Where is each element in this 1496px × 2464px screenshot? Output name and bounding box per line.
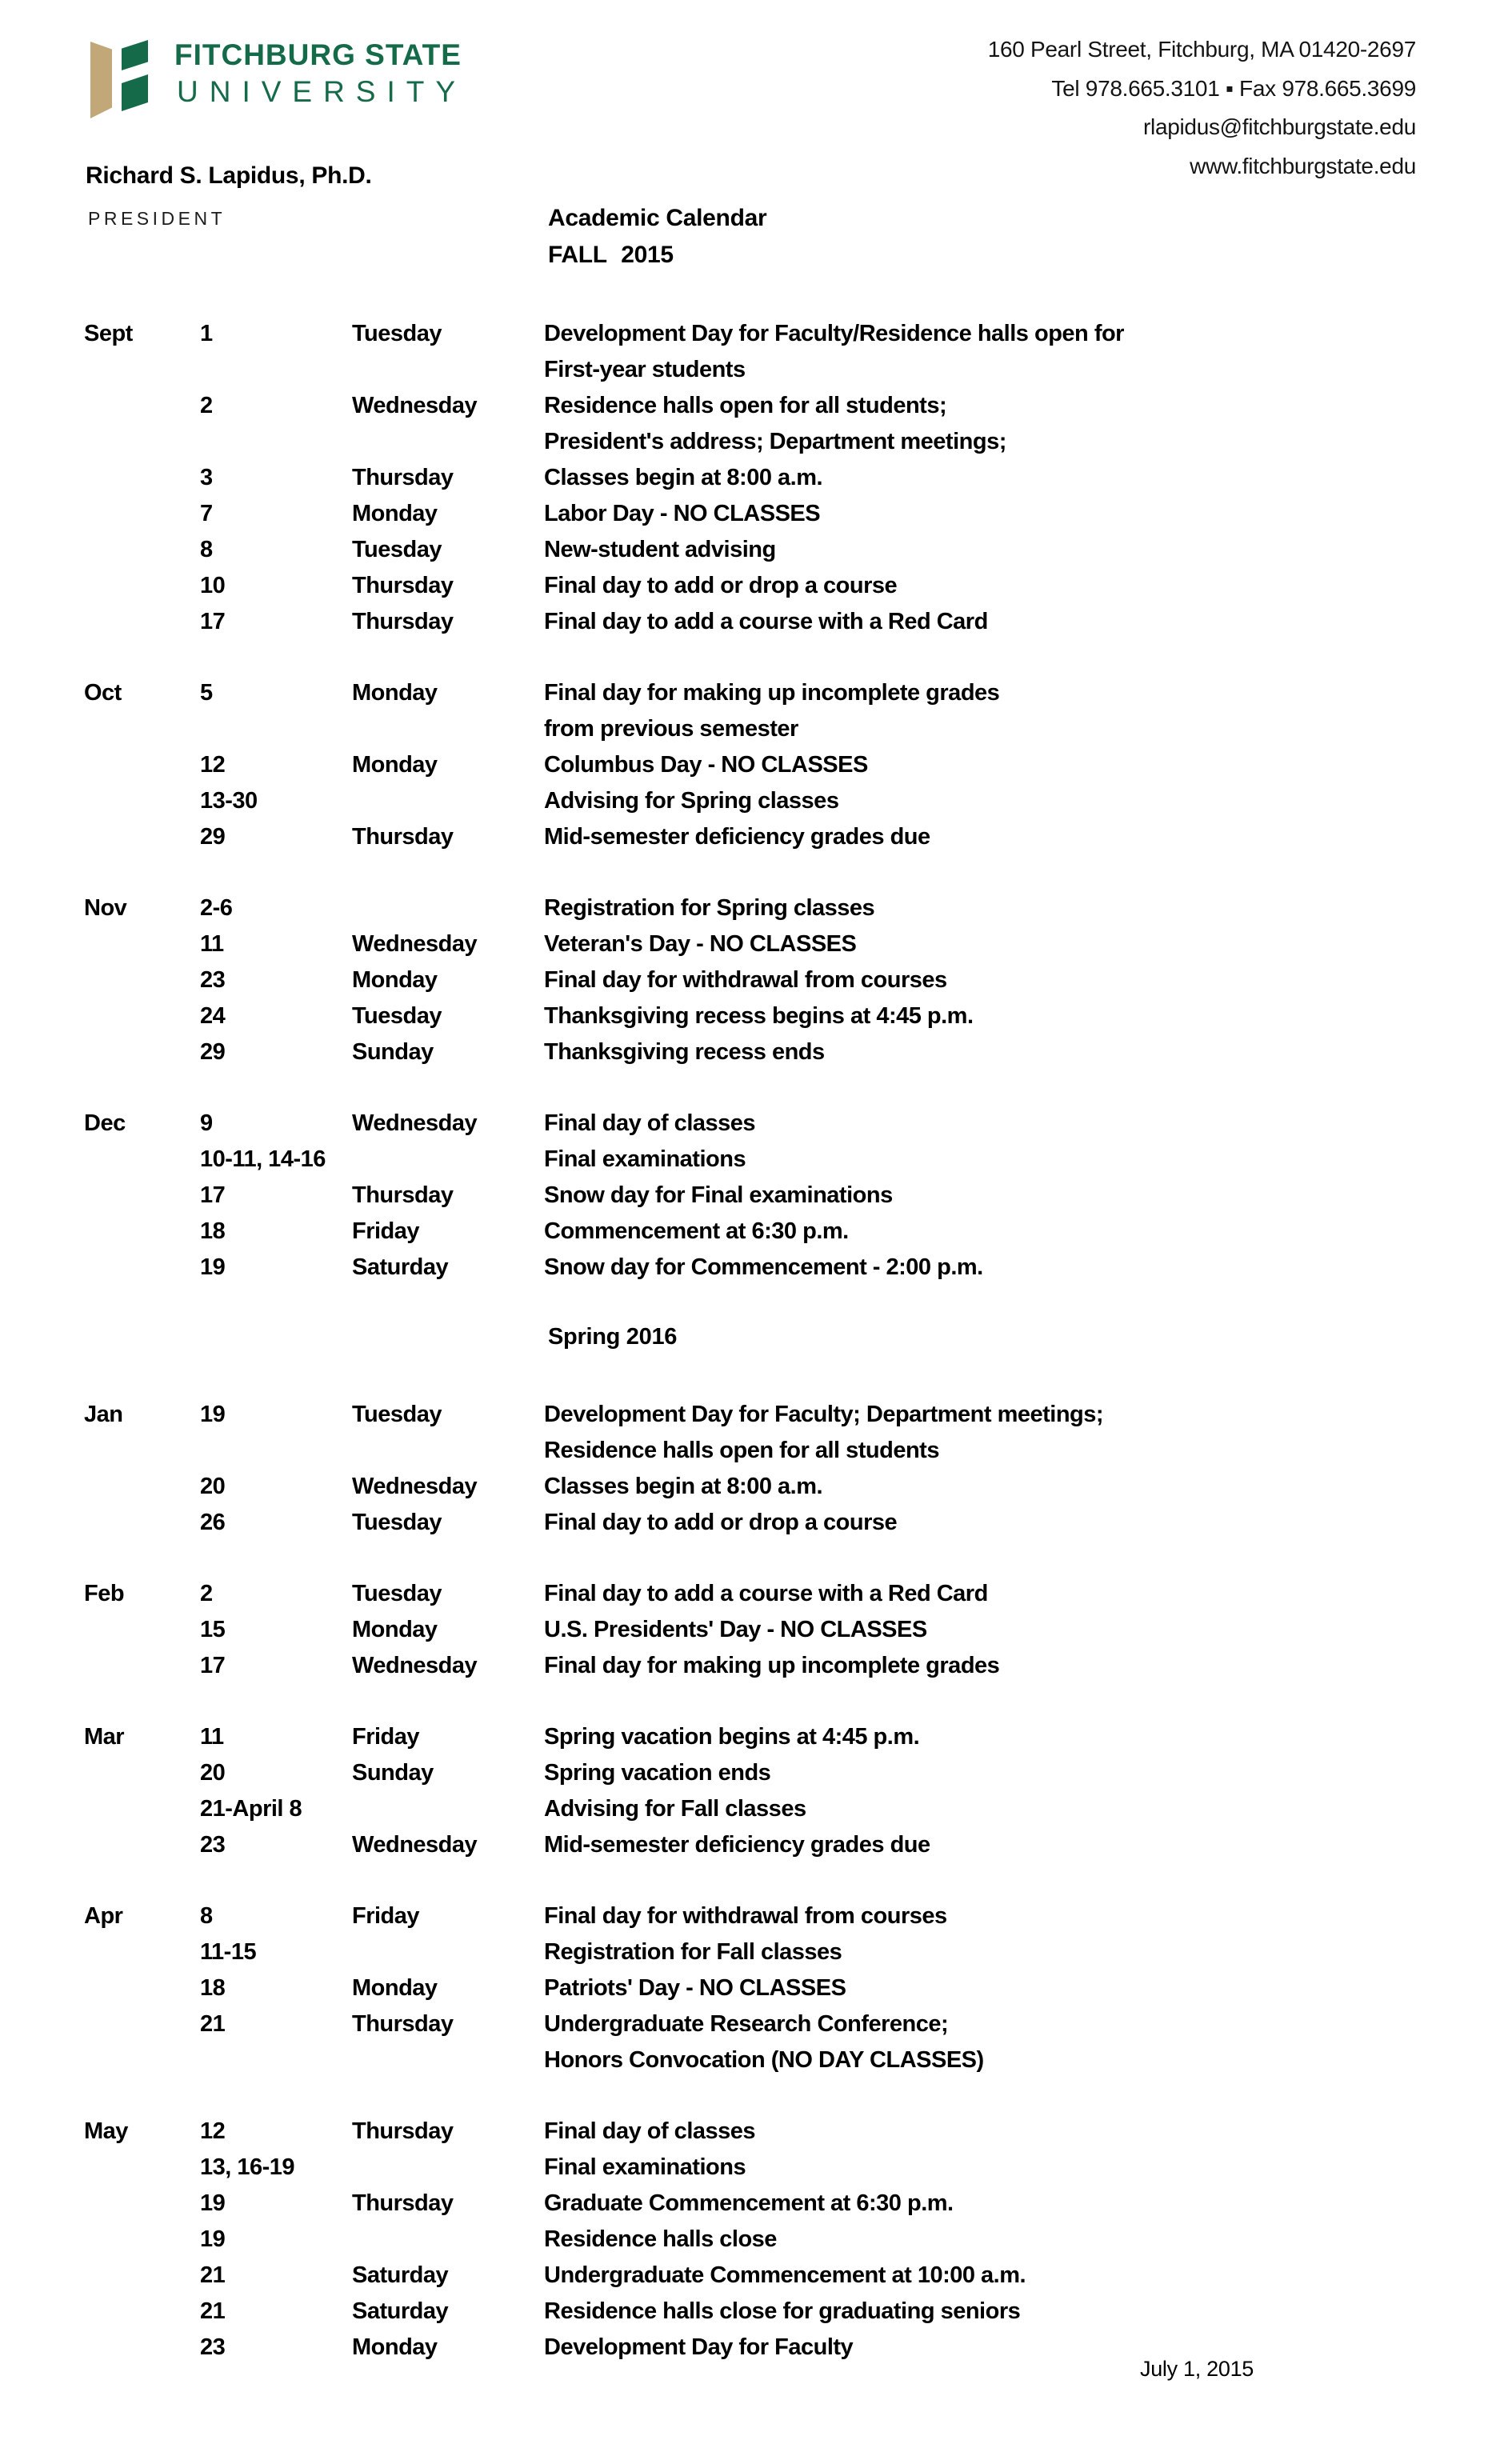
day-cell: Thursday [352, 824, 454, 850]
month-cell: Mar [84, 1724, 125, 1750]
academic-calendar [84, 316, 1254, 2366]
month-cell [84, 1505, 200, 1541]
event-cell: Development Day for Faculty; Department meetings; [544, 1402, 1104, 1427]
date-cell: 11 [200, 1724, 224, 1750]
date-cell: 18 [200, 1975, 226, 2001]
calendar-row [84, 1970, 1254, 2006]
day-cell: Wednesday [352, 1832, 478, 1858]
month-cell [84, 496, 200, 532]
date-cell: 2-6 [200, 895, 233, 921]
month-cell: Dec [84, 1110, 126, 1136]
date-cell: 17 [200, 1653, 226, 1678]
event-cell: from previous semester [544, 716, 798, 742]
fall-semester-section [84, 316, 1254, 1286]
date-cell: 5 [200, 680, 213, 706]
event-cell: Classes begin at 8:00 a.m. [544, 1474, 823, 1499]
date-cell: 20 [200, 1760, 226, 1786]
event-cell: Spring vacation ends [544, 1760, 771, 1786]
calendar-row [84, 2294, 1254, 2330]
day-cell: Monday [352, 2334, 438, 2360]
day-cell: Thursday [352, 2190, 454, 2216]
date-cell: 20 [200, 1474, 226, 1499]
event-cell: Thanksgiving recess ends [544, 1039, 825, 1065]
day-cell: Thursday [352, 465, 454, 490]
event-cell: Final day for making up incomplete grades [544, 680, 1000, 706]
month-block-dec [84, 1106, 1254, 1286]
event-cell: Final day to add or drop a course [544, 573, 898, 598]
event-cell: Honors Convocation (NO DAY CLASSES) [544, 2047, 984, 2073]
date-cell: 2 [200, 1581, 213, 1606]
event-cell: Residence halls close for graduating seniors [544, 2298, 1021, 2324]
event-cell: Final day for withdrawal from courses [544, 967, 947, 993]
calendar-row [84, 962, 1254, 998]
day-cell: Sunday [352, 1039, 434, 1065]
month-cell [84, 604, 200, 640]
calendar-row [84, 783, 1254, 819]
event-cell: Registration for Spring classes [544, 895, 875, 921]
day-cell: Monday [352, 1975, 438, 2001]
date-cell: 26 [200, 1510, 226, 1535]
date-cell: 23 [200, 1832, 226, 1858]
date-cell: 1 [200, 321, 213, 346]
day-cell: Thursday [352, 2118, 454, 2144]
month-cell [84, 568, 200, 604]
event-cell: Final day of classes [544, 1110, 756, 1136]
day-cell: Monday [352, 501, 438, 526]
date-cell: 23 [200, 2334, 226, 2360]
event-cell: Final day for making up incomplete grades [544, 1653, 1000, 1678]
event-cell: Final examinations [544, 1146, 746, 1172]
calendar-row [84, 1034, 1254, 1070]
month-cell: Jan [84, 1402, 123, 1427]
month-cell: May [84, 2118, 128, 2144]
event-cell: Patriots' Day - NO CLASSES [544, 1975, 846, 2001]
event-cell: New-student advising [544, 537, 776, 562]
month-block-sept [84, 316, 1254, 640]
date-cell: 9 [200, 1110, 213, 1136]
month-block-apr [84, 1898, 1254, 2078]
calendar-row [84, 1612, 1254, 1648]
calendar-row [84, 1505, 1254, 1541]
day-cell: Tuesday [352, 1402, 442, 1427]
calendar-row [84, 1433, 1254, 1469]
calendar-row [84, 819, 1254, 855]
event-cell: President's address; Department meetings; [544, 429, 1006, 454]
day-cell: Saturday [352, 2262, 449, 2288]
contact-website: www.fitchburgstate.edu [1190, 153, 1416, 178]
day-cell [352, 2222, 544, 2258]
calendar-row [84, 2042, 1254, 2078]
event-cell: Snow day for Commencement - 2:00 p.m. [544, 1254, 983, 1280]
event-cell: Final day of classes [544, 2118, 756, 2144]
day-cell: Tuesday [352, 1003, 442, 1029]
date-cell: 23 [200, 967, 226, 993]
month-cell [84, 2222, 200, 2258]
event-cell: Registration for Fall classes [544, 1939, 842, 1965]
month-cell [84, 1827, 200, 1863]
calendar-row [84, 1719, 1254, 1755]
month-cell [84, 1934, 200, 1970]
calendar-row [84, 1648, 1254, 1684]
day-cell [352, 1934, 544, 1970]
date-cell: 2 [200, 393, 213, 418]
event-cell: Development Day for Faculty/Residence halls open for [544, 321, 1124, 346]
month-cell [84, 1142, 200, 1178]
month-cell [84, 998, 200, 1034]
logo-gold-panel-icon [90, 42, 112, 118]
month-cell [84, 1755, 200, 1791]
date-cell: 10 [200, 573, 226, 598]
day-cell: Wednesday [352, 1474, 478, 1499]
day-cell: Tuesday [352, 321, 442, 346]
month-cell: Feb [84, 1581, 125, 1606]
month-cell [84, 424, 200, 460]
month-cell: Oct [84, 680, 122, 706]
event-cell: Undergraduate Commencement at 10:00 a.m. [544, 2262, 1026, 2288]
day-cell: Friday [352, 1724, 420, 1750]
date-cell: 11-15 [200, 1939, 257, 1965]
event-cell: Snow day for Final examinations [544, 1182, 893, 1208]
event-cell: Graduate Commencement at 6:30 p.m. [544, 2190, 954, 2216]
calendar-row [84, 568, 1254, 604]
calendar-row [84, 1142, 1254, 1178]
calendar-row [84, 1791, 1254, 1827]
event-cell: Residence halls open for all students [544, 1438, 939, 1463]
month-block-nov [84, 890, 1254, 1070]
date-cell: 10-11, 14-16 [200, 1146, 326, 1172]
day-cell: Thursday [352, 609, 454, 634]
event-cell: Labor Day - NO CLASSES [544, 501, 821, 526]
date-cell: 13-30 [200, 788, 258, 814]
date-cell: 12 [200, 2118, 226, 2144]
month-block-mar [84, 1719, 1254, 1863]
event-cell: Final day to add a course with a Red Card [544, 1581, 988, 1606]
day-cell: Wednesday [352, 393, 478, 418]
month-cell [84, 2150, 200, 2186]
month-cell: Nov [84, 895, 127, 921]
term-heading-fall: FALL 2015 [548, 242, 674, 268]
day-cell: Monday [352, 752, 438, 778]
university-wordmark-line1: FITCHBURG STATE [174, 38, 462, 71]
event-cell: Thanksgiving recess begins at 4:45 p.m. [544, 1003, 974, 1029]
logo-green-flag-upper-icon [122, 40, 148, 70]
calendar-row [84, 926, 1254, 962]
date-cell [200, 1433, 352, 1469]
calendar-row [84, 460, 1254, 496]
date-cell: 15 [200, 1617, 226, 1642]
month-cell [84, 783, 200, 819]
date-cell: 21 [200, 2298, 226, 2324]
event-cell: U.S. Presidents' Day - NO CLASSES [544, 1617, 927, 1642]
day-cell [352, 424, 544, 460]
contact-address: 160 Pearl Street, Fitchburg, MA 01420-2697 [987, 37, 1416, 62]
date-cell: 7 [200, 501, 213, 526]
month-cell: Apr [84, 1903, 123, 1929]
event-cell: Final day for withdrawal from courses [544, 1903, 947, 1929]
month-cell [84, 747, 200, 783]
calendar-row [84, 388, 1254, 424]
day-cell: Saturday [352, 1254, 449, 1280]
spring-semester-section [84, 1397, 1254, 2366]
event-cell: Commencement at 6:30 p.m. [544, 1218, 849, 1244]
calendar-row [84, 2222, 1254, 2258]
contact-phone-fax: Tel 978.665.3101 ▪ Fax 978.665.3699 [1051, 75, 1416, 101]
month-cell [84, 962, 200, 998]
date-cell: 21 [200, 2011, 226, 2037]
month-cell [84, 2294, 200, 2330]
calendar-row [84, 675, 1254, 711]
date-cell: 13, 16-19 [200, 2154, 295, 2180]
day-cell: Monday [352, 967, 438, 993]
month-cell [84, 1214, 200, 1250]
calendar-row [84, 1178, 1254, 1214]
university-wordmark-line2: UNIVERSITY [177, 75, 467, 108]
calendar-row [84, 1827, 1254, 1863]
month-cell [84, 1469, 200, 1505]
date-cell: 12 [200, 752, 226, 778]
calendar-row [84, 1397, 1254, 1433]
calendar-row [84, 1576, 1254, 1612]
logo-green-flag-lower-icon [122, 74, 148, 111]
day-cell [352, 783, 544, 819]
month-block-jan [84, 1397, 1254, 1541]
president-name: Richard S. Lapidus, Ph.D. [86, 162, 372, 189]
month-cell [84, 2186, 200, 2222]
calendar-row [84, 352, 1254, 388]
day-cell: Sunday [352, 1760, 434, 1786]
date-cell: 8 [200, 537, 213, 562]
day-cell: Tuesday [352, 537, 442, 562]
month-cell [84, 1250, 200, 1286]
day-cell: Monday [352, 680, 438, 706]
date-cell: 21 [200, 2262, 226, 2288]
calendar-row [84, 2186, 1254, 2222]
month-block-oct [84, 675, 1254, 855]
calendar-row [84, 2258, 1254, 2294]
date-cell: 19 [200, 2190, 226, 2216]
president-title: PRESIDENT [88, 208, 226, 229]
calendar-row [84, 1214, 1254, 1250]
calendar-row [84, 747, 1254, 783]
event-cell: Spring vacation begins at 4:45 p.m. [544, 1724, 920, 1750]
day-cell: Friday [352, 1218, 420, 1244]
calendar-row [84, 711, 1254, 747]
day-cell [352, 352, 544, 388]
month-cell [84, 1612, 200, 1648]
month-cell [84, 1034, 200, 1070]
day-cell: Saturday [352, 2298, 449, 2324]
month-cell: Sept [84, 321, 133, 346]
calendar-row [84, 1250, 1254, 1286]
event-cell: Veteran's Day - NO CLASSES [544, 931, 857, 957]
date-cell: 24 [200, 1003, 226, 1029]
month-cell [84, 711, 200, 747]
month-cell [84, 1433, 200, 1469]
day-cell: Tuesday [352, 1510, 442, 1535]
event-cell: Final examinations [544, 2154, 746, 2180]
month-block-feb [84, 1576, 1254, 1684]
day-cell: Thursday [352, 573, 454, 598]
date-cell: 19 [200, 2226, 226, 2252]
event-cell: First-year students [544, 357, 746, 382]
day-cell [352, 2150, 544, 2186]
date-cell: 8 [200, 1903, 213, 1929]
date-cell: 18 [200, 1218, 226, 1244]
event-cell: Mid-semester deficiency grades due [544, 824, 930, 850]
calendar-row [84, 496, 1254, 532]
calendar-row [84, 2114, 1254, 2150]
day-cell [352, 1142, 544, 1178]
calendar-row [84, 1469, 1254, 1505]
month-cell [84, 2042, 200, 2078]
month-cell [84, 388, 200, 424]
month-cell [84, 2258, 200, 2294]
day-cell: Wednesday [352, 931, 478, 957]
month-cell [84, 1648, 200, 1684]
calendar-row [84, 2006, 1254, 2042]
calendar-row [84, 604, 1254, 640]
event-cell: Final day to add a course with a Red Card [544, 609, 988, 634]
date-cell: 29 [200, 1039, 226, 1065]
calendar-row [84, 532, 1254, 568]
contact-email: rlapidus@fitchburgstate.edu [1143, 114, 1416, 139]
calendar-row [84, 1755, 1254, 1791]
event-cell: Residence halls close [544, 2226, 777, 2252]
calendar-row [84, 2150, 1254, 2186]
event-cell: Development Day for Faculty [544, 2334, 854, 2360]
date-cell: 17 [200, 1182, 226, 1208]
date-cell [200, 424, 352, 460]
date-cell: 17 [200, 609, 226, 634]
date-cell: 21-April 8 [200, 1796, 302, 1822]
event-cell: Mid-semester deficiency grades due [544, 1832, 930, 1858]
month-block-may [84, 2114, 1254, 2366]
calendar-row [84, 1898, 1254, 1934]
event-cell: Columbus Day - NO CLASSES [544, 752, 868, 778]
calendar-row [84, 1106, 1254, 1142]
month-cell [84, 460, 200, 496]
contact-block [988, 30, 1416, 186]
revision-date: July 1, 2015 [1140, 2357, 1254, 2381]
day-cell: Friday [352, 1903, 420, 1929]
event-cell: Undergraduate Research Conference; [544, 2011, 949, 2037]
day-cell [352, 711, 544, 747]
date-cell: 3 [200, 465, 213, 490]
date-cell: 11 [200, 931, 224, 957]
calendar-row [84, 1934, 1254, 1970]
month-cell [84, 819, 200, 855]
date-cell [200, 2042, 352, 2078]
calendar-row [84, 316, 1254, 352]
event-cell: Advising for Spring classes [544, 788, 839, 814]
date-cell [200, 711, 352, 747]
day-cell [352, 2042, 544, 2078]
day-cell [352, 1433, 544, 1469]
date-cell [200, 352, 352, 388]
month-cell [84, 926, 200, 962]
event-cell: Final day to add or drop a course [544, 1510, 898, 1535]
date-cell: 19 [200, 1254, 226, 1280]
day-cell: Thursday [352, 2011, 454, 2037]
calendar-row [84, 890, 1254, 926]
date-cell: 29 [200, 824, 226, 850]
event-cell: Residence halls open for all students; [544, 393, 947, 418]
date-cell: 19 [200, 1402, 226, 1427]
day-cell: Tuesday [352, 1581, 442, 1606]
month-cell [84, 1970, 200, 2006]
day-cell: Wednesday [352, 1110, 478, 1136]
day-cell: Thursday [352, 1182, 454, 1208]
month-cell [84, 1791, 200, 1827]
calendar-row [84, 998, 1254, 1034]
month-cell [84, 2006, 200, 2042]
day-cell [352, 1791, 544, 1827]
calendar-title: Academic Calendar [548, 205, 767, 231]
month-cell [84, 352, 200, 388]
term-heading-spring: Spring 2016 [548, 1324, 678, 1350]
event-cell: Classes begin at 8:00 a.m. [544, 465, 823, 490]
event-cell: Advising for Fall classes [544, 1796, 806, 1822]
month-cell [84, 1178, 200, 1214]
day-cell [352, 890, 544, 926]
day-cell: Wednesday [352, 1653, 478, 1678]
day-cell: Monday [352, 1617, 438, 1642]
calendar-row [84, 424, 1254, 460]
month-cell [84, 532, 200, 568]
